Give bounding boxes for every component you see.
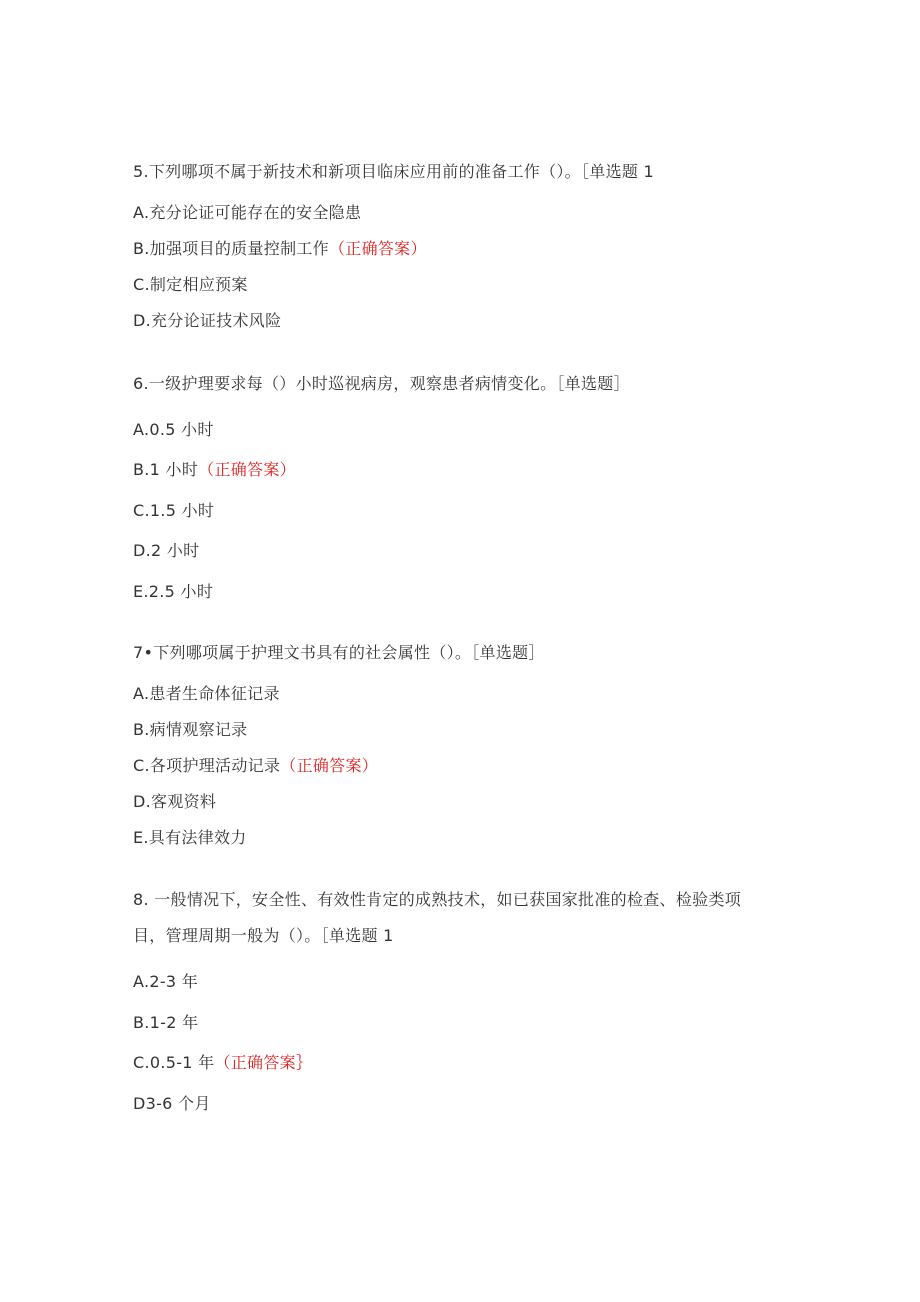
question-8-stem-line-2: 目，管理周期一般为（）。［单选题 1 [133,926,394,945]
option-text: B.病情观察记录 [133,720,248,739]
option-text: A.患者生命体征记录 [133,684,280,703]
correct-answer-mark: （正确答案） [198,460,296,479]
question-7-stem: 7•下列哪项属于护理文书具有的社会属性（）。［单选题］ [133,643,545,662]
option-text: E.2.5 小时 [133,582,214,601]
correct-answer-mark: （正确答案） [280,756,379,775]
question-5-stem: 5.下列哪项不属于新技术和新项目临床应用前的准备工作（）。［单选题 1 [133,162,655,181]
correct-answer-mark: （正确答案） [328,239,427,258]
question-6-option-a [133,420,214,440]
option-text: D.充分论证技术风险 [133,311,282,330]
question-8-option-c [133,1053,312,1073]
option-text: B.1 小时 [133,460,199,479]
option-text: C.各项护理活动记录 [133,756,281,775]
question-5-option-c [133,275,248,295]
option-text: D.客观资料 [133,792,217,811]
option-text: D3-6 个月 [133,1094,211,1113]
question-6-option-d [133,541,199,561]
question-6-option-e [133,582,213,602]
option-text: A.0.5 小时 [133,420,214,439]
option-text: D.2 小时 [133,541,200,560]
question-7-option-c [133,756,378,776]
correct-answer-mark: （正确答案｝ [214,1053,313,1072]
question-7-option-e [133,828,247,848]
option-text: A.2-3 年 [133,972,199,991]
option-text: E.具有法律效力 [133,828,247,847]
option-text: B.加强项目的质量控制工作 [133,239,329,258]
question-8-option-a [133,972,198,992]
question-7-option-b [133,720,247,740]
option-text: C.1.5 小时 [133,501,215,520]
option-text: C.0.5-1 年 [133,1053,215,1072]
question-6-stem: 6.一级护理要求每（）小时巡视病房，观察患者病情变化。［单选题］ [133,374,630,393]
option-text: B.1-2 年 [133,1013,199,1032]
option-text: A.充分论证可能存在的安全隐患 [133,203,362,222]
option-text: C.制定相应预案 [133,275,248,294]
question-7-option-d [133,792,216,812]
question-8-stem-line-1: 8. 一般情况下，安全性、有效性肯定的成熟技术，如已获国家批准的检查、检验类项 [133,890,742,909]
question-5-option-b [133,239,427,259]
question-6-option-b [133,460,296,480]
question-5-option-a [133,203,361,223]
question-7-option-a [133,684,280,704]
question-8-option-b [133,1013,198,1033]
question-8-option-d [133,1094,211,1114]
question-6-option-c [133,501,214,521]
question-5-option-d [133,311,281,331]
